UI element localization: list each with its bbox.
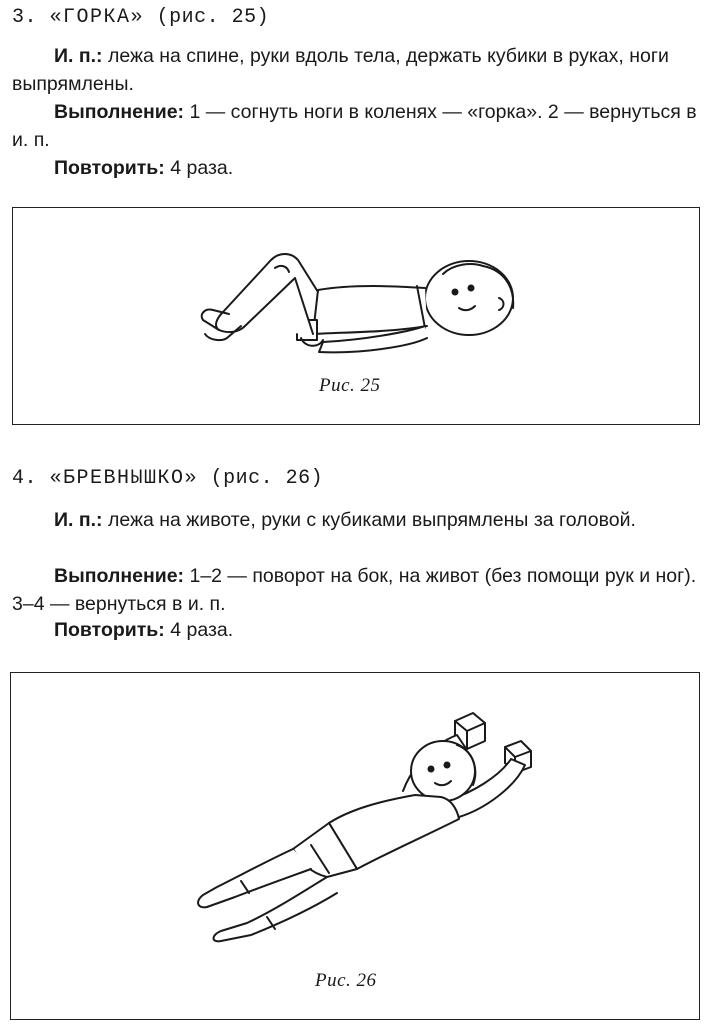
start-label: И. п.: xyxy=(54,509,103,531)
exec-label: Выполнение: xyxy=(54,101,185,123)
start-text: лежа на животе, руки с кубиками выпрямлены за головой. xyxy=(102,509,636,531)
exec-text: 1 — согнуть ноги в коленях — «горка». 2 — вернуться в и. п. xyxy=(12,101,697,151)
start-label: И. п.: xyxy=(54,45,103,67)
exercise-3-execution xyxy=(12,98,700,154)
exercise-3-repeat xyxy=(12,154,700,182)
exercise-3-ref: (рис. 25) xyxy=(156,6,270,29)
exercise-3-title: «ГОРКА» xyxy=(49,6,145,29)
exercise-4-repeat xyxy=(12,616,700,644)
exec-text: 1–2 — поворот на бок, на живот (без помощи рук и ног). 3–4 — вернуться в и. п. xyxy=(12,565,697,615)
exercise-4-ref: (рис. 26) xyxy=(210,467,324,490)
figure-25-frame xyxy=(12,207,700,425)
figure-26-frame xyxy=(10,672,700,1020)
figure-26-illustration xyxy=(11,673,699,1019)
exec-label: Выполнение: xyxy=(54,565,185,587)
exercise-4-execution xyxy=(12,562,700,618)
exercise-4-heading xyxy=(12,467,323,490)
exercise-4-title: «БРЕВНЫШКО» xyxy=(49,467,199,490)
repeat-text: 4 раза. xyxy=(164,157,234,179)
start-text: лежа на спине, руки вдоль тела, держать кубики в руках, ноги выпрямлены. xyxy=(12,45,669,95)
repeat-text: 4 раза. xyxy=(164,619,234,641)
figure-25-caption: Рис. 25 xyxy=(319,375,381,396)
exercise-3-start-position xyxy=(12,42,700,98)
exercise-3-heading xyxy=(12,6,269,29)
repeat-label: Повторить: xyxy=(54,157,165,179)
exercise-4-number: 4. xyxy=(12,467,38,490)
figure-26-caption: Рис. 26 xyxy=(315,970,377,991)
repeat-label: Повторить: xyxy=(54,619,165,641)
exercise-4-start-position xyxy=(12,506,700,534)
exercise-3-number: 3. xyxy=(12,6,38,29)
